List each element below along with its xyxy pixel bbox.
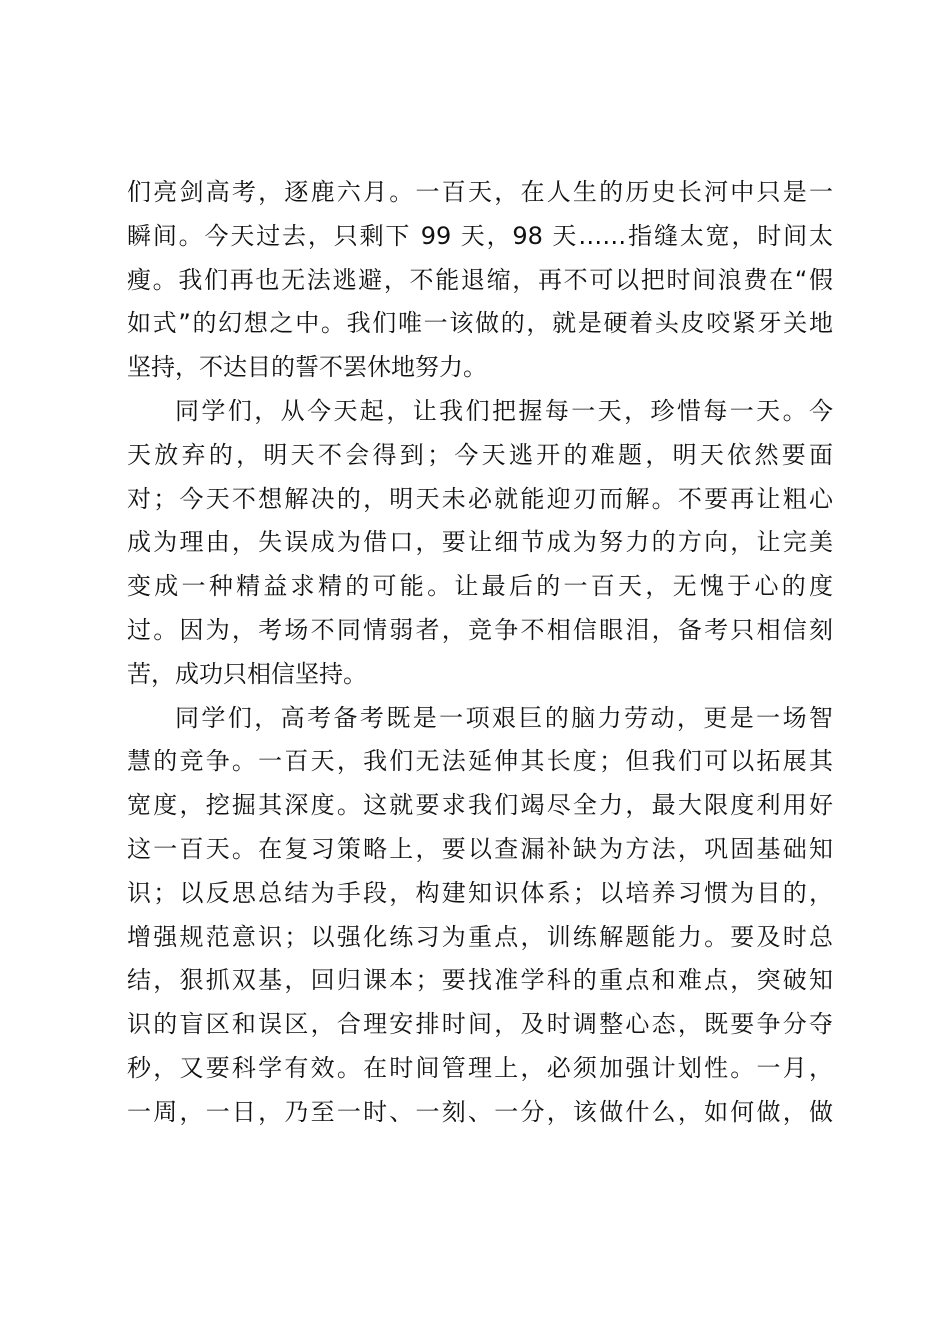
text-line: 识；以反思总结为手段，构建知识体系；以培养习惯为目的， (127, 878, 833, 907)
text-line: 瞬间。今天过去，只剩下 99 天，98 天……指缝太宽，时间太 (127, 221, 833, 250)
text-line: 宽度，挖掘其深度。这就要求我们竭尽全力，最大限度利用好 (127, 791, 833, 820)
text-line: 秒，又要科学有效。在时间管理上，必须加强计划性。一月， (127, 1053, 833, 1082)
text-line: 成为理由，失误成为借口，要让细节成为努力的方向，让完美 (127, 528, 833, 557)
text-line: 识的盲区和误区，合理安排时间，及时调整心态，既要争分夺 (127, 1010, 833, 1039)
text-line: 慧的竞争。一百天，我们无法延伸其长度；但我们可以拓展其 (127, 747, 833, 776)
text-line: 结，狠抓双基，回归课本；要找准学科的重点和难点，突破知 (127, 966, 833, 995)
text-line: 瘦。我们再也无法逃避，不能退缩，再不可以把时间浪费在“假 (127, 265, 833, 294)
document-body (127, 171, 833, 1135)
text-line: 增强规范意识；以强化练习为重点，训练解题能力。要及时总 (127, 922, 833, 951)
text-line: 对；今天不想解决的，明天未必就能迎刃而解。不要再让粗心 (127, 484, 833, 513)
text-line: 天放弃的，明天不会得到；今天逃开的难题，明天依然要面 (127, 440, 833, 469)
text-line: 同学们，从今天起，让我们把握每一天，珍惜每一天。今 (175, 396, 833, 425)
text-line: 一周，一日，乃至一时、一刻、一分，该做什么，如何做，做 (127, 1097, 833, 1126)
text-line: 过。因为，考场不同情弱者，竞争不相信眼泪，备考只相信刻 (127, 615, 833, 644)
text-line: 这一百天。在复习策略上，要以查漏补缺为方法，巩固基础知 (127, 834, 833, 863)
text-line: 们亮剑高考，逐鹿六月。一百天，在人生的历史长河中只是一 (127, 178, 833, 206)
text-line: 如式”的幻想之中。我们唯一该做的，就是硬着头皮咬紧牙关地 (127, 309, 833, 338)
text-line: 同学们，高考备考既是一项艰巨的脑力劳动，更是一场智 (175, 703, 833, 732)
text-line: 坚持，不达目的誓不罢休地努力。 (127, 353, 487, 382)
text-line: 变成一种精益求精的可能。让最后的一百天，无愧于心的度 (127, 572, 833, 601)
text-line: 苦，成功只相信坚持。 (127, 659, 367, 688)
